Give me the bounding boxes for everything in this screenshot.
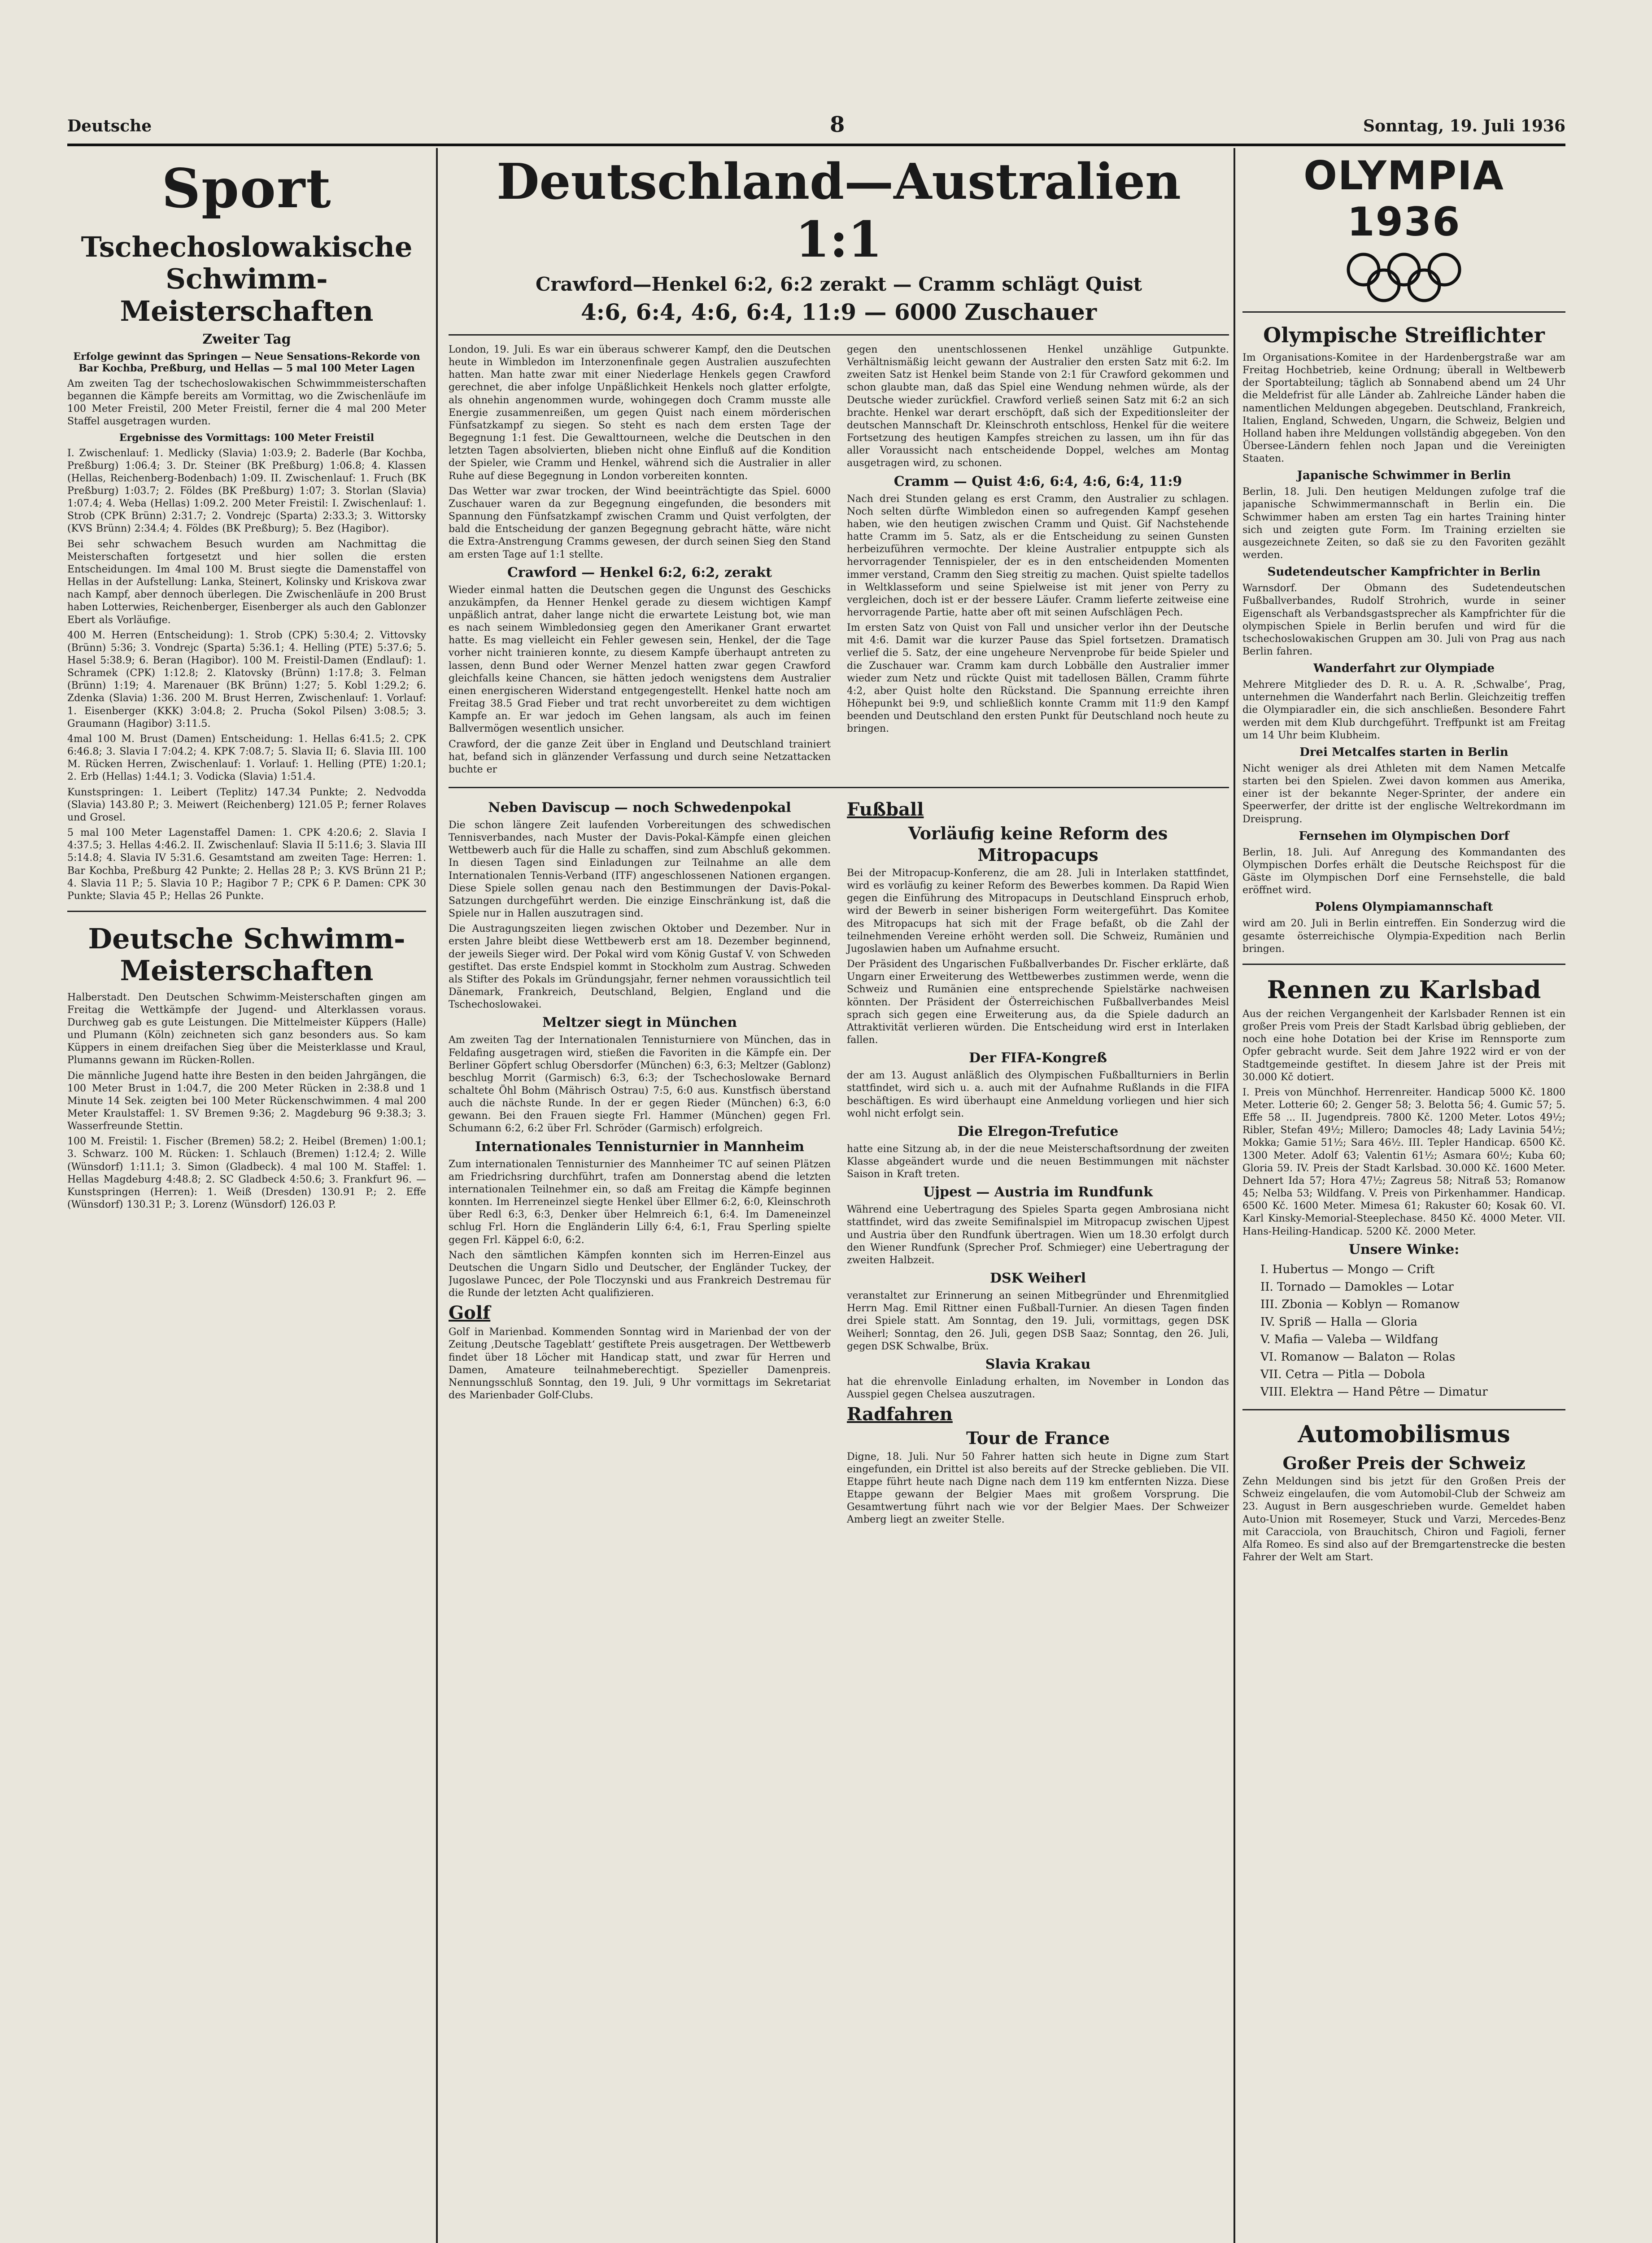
column-center	[449, 148, 1229, 2243]
subheadline-2: 4:6, 6:4, 4:6, 6:4, 11:9 — 6000 Zuschauer	[580, 298, 1097, 325]
article-paragraph: 100 M. Freistil: 1. Fischer (Bremen) 58.2; 2. Heibel (Bremen) 1:00.1; 3. Schwarz. 100 M. Rücken: 1. Schlauch (Bremen) 1:12.4; 2. Wille (Wünsdorf) 1:11.1; 3. Simon (Gladbeck). 4 mal 100 M. Staffel: 1. Hellas Magdeburg 4:48.8; 2. SC Gladbeck 4:50.6; 3. Frankfurt 96. — Kunstspringen (Herren): 1. Weiß (Dresden) 130.91 P.; 2. Effe (Wünsdorf) 130.31 P.; 3. Lorenz (Wünsdorf) 126.03 P.	[67, 1136, 426, 1211]
column-right	[1242, 148, 1565, 2243]
column-rule	[1234, 148, 1235, 2243]
page-number: 8	[830, 112, 845, 137]
tip-item: VII. Cetra — Pitla — Dobola	[1260, 1367, 1425, 1381]
article-paragraph: Aus der reichen Vergangenheit der Karlsbader Rennen ist ein großer Preis vom Preis der Stadt Karlsbad übrig geblieben, der noch eine hohe Dotation bei der Krise im Rennsporte zum Opfer gebracht wurde. Seit dem Jahre 1922 wird er von der Stadtgemeinde gestiftet. In diesem Jahre ist der Preis mit 30.000 Kč dotiert.	[1242, 1008, 1565, 1083]
section-radfahren: Radfahren	[847, 1404, 953, 1425]
subhead-slavia: Slavia Krakau	[985, 1356, 1091, 1372]
article-paragraph: Kunstspringen: 1. Leibert (Teplitz) 147.34 Punkte; 2. Nedvodda (Slavia) 143.80 P.; 3. Meiwert (Reichenberg) 121.05 P.; ferner Rolaves und Grosel.	[67, 786, 426, 823]
article-paragraph: I. Zwischenlauf: 1. Medlicky (Slavia) 1:03.9; 2. Baderle (Bar Kochba, Preßburg) 1:06.4; 3. Dr. Steiner (BK Preßburg) 1:06.8; 4. Klassen (Hellas, Reichenberg-Bodenbach) 1:09. II. Zwischenlauf: 1. Fruch (BK Preßburg) 1:03.7; 2. Földes (BK Preßburg) 1:07; 3. Storlan (Slavia) 1:07.4; 4. Weba (Hellas) 1:09.2. 200 Meter Freistil: I. Zwischenlauf: 1. Strob (CPK Brünn) 2:31.7; 2. Vondrejc (Sparta) 2:33.3; 3. Wittorsky (KVS Brünn) 2:34.4; 4. Földes (BK Preßburg); 5. Bez (Hagibor).	[67, 447, 426, 535]
subhead-ujpest: Ujpest — Austria im Rundfunk	[923, 1184, 1153, 1200]
article-paragraph: Berlin, 18. Juli. Auf Anregung des Kommandanten des Olympischen Dorfes erhält die Deutsche Reichspost für die Gäste im Olympischen Dorf eine Fernsehstelle, die bald eröffnet wird.	[1242, 847, 1565, 896]
subheadline-1: Crawford—Henkel 6:2, 6:2 zerakt — Cramm schlägt Quist	[536, 273, 1142, 295]
article-paragraph: gegen den unentschlossenen Henkel unzählige Gutpunkte. Verhältnismäßig leicht gewann der Australier den ersten Satz mit 6:2. Im zweiten Satz ist Henkel beim Stande von 2:1 für Crawford gekommen und schon glaubte man, daß das Spiel eine Wendung nehmen würde, als der Deutsche wieder zurückfiel. Crawford verließ seinen Satz mit 6:2 an sich brachte. Henkel war derart erschöpft, daß sich der Expeditionsleiter der deutschen Mannschaft Dr. Kleinschroth entschloss, Henkel für die weitere Fortsetzung des heutigen Kampfes streichen zu lassen, um ihn für das aller Voraussicht nach entscheidende Doppel, welches am Montag ausgetragen wird, zu schonen.	[847, 344, 1229, 469]
article-paragraph: Halberstadt. Den Deutschen Schwimm-Meisterschaften gingen am Freitag die Wettkämpfe der Jugend- und Alterklassen voraus. Durchweg gab es gute Leistungen. Die Mittelmeister Küppers (Halle) und Plumann (Köln) zeichneten sich ganz besonders aus. So kam Küppers in einem dreifachen Sieg über die Meisterklasse und Kraul, Plumanns gewann im Rücken-Rollen.	[67, 991, 426, 1066]
headline-streiflichter: Olympische Streiflichter	[1263, 323, 1545, 347]
article-paragraph: I. Preis von Münchhof. Herrenreiter. Handicap 5000 Kč. 1800 Meter. Lotterie 60; 2. Genger 58; 3. Belotta 56; 4. Gumic 57; 5. Effe 58 ... II. Jugendpreis. 7800 Kč. 1200 Meter. Lotos 49½; Ribler, Stefan 49½; Millero; Damocles 48; Lady Lavinia 54½; Mokka; Gamie 51½; Sara 46½. III. Tepler Handicap. 6500 Kč. 1300 Meter. Adolf 63; Valentin 61½; Asmara 60½; Kuba 60; Gloria 59. IV. Preis der Stadt Karlsbad. 30.000 Kč. 1600 Meter. Dehnert Ida 57; Hora 47½; Zagreus 58; Nitraß 53; Romanow 45; Nelba 53; Wildfang. V. Preis von Pirkenhammer. Handicap. 6500 Kč. 1600 Meter. Mimesa 61; Rakuster 60; Kosak 60. VI. Karl Kinsky-Memorial-Steeplechase. 8450 Kč. 4000 Meter. VII. Hans-Heiling-Handicap. 5200 Kč. 2000 Meter.	[1242, 1087, 1565, 1237]
section-fussball: Fußball	[847, 799, 924, 820]
subhead-elregon: Die Elregon-Trefutice	[957, 1123, 1119, 1139]
article-paragraph: 400 M. Herren (Entscheidung): 1. Strob (CPK) 5:30.4; 2. Vittovsky (Brünn) 5:36; 3. Vondrejc (Sparta) 5:36.1; 4. Helling (PTE) 5:37.6; 5. Hasel 5:38.9; 6. Beran (Hagibor). 100 M. Freistil-Damen (Endlauf): 1. Schramek (CPK) 1:12.8; 2. Klatovsky (Brünn) 1:17.8; 3. Felman (Brünn) 1:19; 4. Marenauer (BK Brünn) 1:27; 5. Kobl 1:29.2; 6. Zdenka (Slavia) 1:36. 200 M. Brust Herren, Zwischenlauf: 1. Vorlauf: 1. Eisenberger (KKK) 3:04.8; 2. Prucha (Sokol Pilsen) 3:08.5; 3. Graumann (Hagibor) 3:11.5.	[67, 629, 426, 729]
article-paragraph: Die schon längere Zeit laufenden Vorbereitungen des schwedischen Tennisverbandes, nach Muster der Davis-Pokal-Kämpfe einen gleichen Wettbewerb auch für die Halle zu schaffen, sind zum Abschluß gekommen. In diesen Tagen sind Einladungen zur Teilnahme an alle dem Internationalen Tennis-Verband (ITF) angeschlossenen Nationen ergangen. Diese Spiele sollen genau nach den Bestimmungen der Davis-Pokal-Satzungen durchgeführt werden. Die einzige Einschränkung ist, daß die Spiele nur in Hallen auszutragen sind.	[449, 820, 831, 920]
article-paragraph: Am zweiten Tag der Internationalen Tennisturniere von München, das in Feldafing ausgetragen wird, stießen die Favoriten in die Kämpfe ein. Der Berliner Göpfert schlug Obersdorfer (München) 6:3, 6:3; Meltzer (Gablonz) beschlug Morrit (Garmisch) 6:3, 6:3; der Tschechoslowake Bernard schaltete Öhl Bohm (Mährisch Ostrau) 7:5, 6:0 aus. Kunstfisch überstand auch die nächste Runde. In der er gegen Rieder (München) 6:3, 6:0 gewann. Bei den Frauen siegte Frl. Hammer (München) gegen Frl. Schumann 6:2, 6:2 über Frl. Schröder (Garmisch) erfolgreich.	[449, 1034, 831, 1135]
subhead-fernsehen: Fernsehen im Olympischen Dorf	[1299, 829, 1509, 843]
article-paragraph: Golf in Marienbad. Kommenden Sonntag wird in Marienbad der von der Zeitung ‚Deutsche Tageblatt‘ gestiftete Preis ausgetragen. Der Wettbewerb findet über 18 Löcher mit Handicap statt, und zwar für Herren und Damen, Amateure teilnahmeberechtigt. Spezieller Damenpreis. Nennungsschluß Sonntag, den 19. Juli, 9 Uhr vormittags im Sekretariat des Marienbader Golf-Clubs.	[449, 1327, 831, 1401]
article-paragraph: wird am 20. Juli in Berlin eintreffen. Ein Sonderzug wird die gesamte österreichische Olympia-Expedition nach Berlin bringen.	[1242, 918, 1565, 955]
headline-tschech: Tschechoslowakische Schwimm-Meisterschaften	[81, 231, 413, 327]
section-golf: Golf	[449, 1302, 491, 1324]
article-paragraph: Bei sehr schwachem Besuch wurden am Nachmittag die Meisterschaften fortgesetzt und hier sollen die ersten Entscheidungen. Im 4mal 100 M. Brust siegte die Damenstaffel von Hellas in der Aufstellung: Lanka, Steinert, Kolinsky und Kriskova zwar nach Kampf, aber dennoch überlegen. Die Zwischenläufe in 200 Brust haben Lotterwies, Reichenberger, Eisenberger als auch den Gablonzer Ebert als Vorläufige.	[67, 538, 426, 626]
article-paragraph: Mehrere Mitglieder des D. R. u. A. R. ‚Schwalbe‘, Prag, unternehmen die Wanderfahrt nach Berlin. Gleichzeitig treffen die Olympiaradler ein, die sich anschließen. Besondere Fahrt werden mit dem Klub durchgeführt. Treffpunkt ist am Freitag um 14 Uhr beim Klubheim.	[1242, 679, 1565, 741]
article-paragraph: Nach drei Stunden gelang es erst Cramm, den Australier zu schlagen. Noch selten dürfte Wimbledon einen so aufregenden Kampf gesehen haben, wie den heutigen zwischen Cramm und Quist. Gif Nachstehende hatte Cramm im 5. Satz, als er die Entscheidung zu seinen Gunsten herbeizuführen vermochte. Der kleine Australier entpuppte sich als hervorragender Tennispieler, der es in den entscheidenden Momenten immer verstand, Cramm den Sieg streitig zu machen. Quist spielte tadellos in Weltklasseform und seine Spielweise ist mit jener von Perry zu vergleichen, doch ist er der bessere Läufer. Cramm lieferte zeitweise eine hervorragende Partie, hatte aber oft mit seinen Aufschlägen Pech.	[847, 493, 1229, 618]
divider	[449, 787, 1229, 788]
divider	[1242, 964, 1565, 965]
subhead-davis: Neben Daviscup — noch Schwedenpokal	[488, 800, 791, 816]
tip-item: VIII. Elektra — Hand Pêtre — Dimatur	[1260, 1385, 1488, 1399]
masthead-paper-name: Deutsche	[67, 117, 152, 135]
divider	[449, 334, 1229, 336]
subhead-preis-schweiz: Großer Preis der Schweiz	[1282, 1453, 1526, 1473]
subhead-dsk: DSK Weiherl	[989, 1270, 1086, 1287]
subhead-winke: Unsere Winke:	[1348, 1241, 1460, 1257]
article-paragraph: Warnsdorf. Der Obmann des Sudetendeutschen Fußballverbandes, Rudolf Strohrich, wurde in seiner Eigenschaft als Verbandsgastsprecher als Kampfrichter für die olympischen Spiele in Berlin berufen und wird für die tschechoslowakischen Gruppen am 30. Juli von Prag aus nach Berlin fahren.	[1242, 583, 1565, 658]
article-paragraph: Bei der Mitropacup-Konferenz, die am 28. Juli in Interlaken stattfindet, wird es vorläufig zu keiner Reform des Bewerbes kommen. Da Rapid Wien gegen die Einführung des Mitropacups in Deutschland Einspruch erhob, wird der Bewerb in seiner bisherigen Form weitergeführt. Das Komitee des Mitropacups hat sich mit der Frage befaßt, ob die Zahl der teilnehmenden Vereine erhöht werden soll. Die Schweiz, Rumänien und Jugoslawien haben um Aufnahme ersucht.	[847, 868, 1229, 955]
article-paragraph: Am zweiten Tag der tschechoslowakischen Schwimmmeisterschaften begannen die Kämpfe bereits am Vormittag, wo die Zwischenläufe im 100 Meter Freistil, 200 Meter Freistil, ferner die 4 mal 200 Meter Staffel ausgetragen wurden.	[67, 378, 426, 428]
lower-right	[847, 796, 1229, 1529]
column-left	[67, 148, 426, 2243]
article-paragraph: Wieder einmal hatten die Deutschen gegen die Ungunst des Geschicks anzukämpfen, da Henner Henkel gerade zu diesem wichtigen Kampf unpäßlich antrat, daher lange nicht die erwartete Leistung bot, wie man es nach seinem Wimbledonsieg gegen den Amerikaner Grant erwartet hatte. Es mag vielleicht ein Fehler gewesen sein, Henkel, der die Tage vorher nicht trainieren konnte, zu diesem Kampfe überhaupt antreten zu lassen, denn Bund oder Werner Menzel hatten zwar gegen Crawford gleichfalls keine Chancen, sie hätten jedoch wenigstens dem Australier einen energischeren Widerstand entgegengestellt. Henkel hatte noch am Freitag 38.5 Grad Fieber und trat recht unvorbereitet zu dem wichtigen Kampfe an. Er war jedoch im Gehen langsam, als auch im feinen Ballvermögen wesentlich unsicher.	[449, 584, 831, 735]
subhead-metcalfe: Drei Metcalfes starten in Berlin	[1299, 745, 1508, 759]
tip-item: III. Zbonia — Koblyn — Romanow	[1260, 1297, 1460, 1311]
subhead-meltzer: Meltzer siegt in München	[542, 1015, 737, 1031]
section-title-sport: Sport	[161, 157, 332, 220]
article-paragraph: Zehn Meldungen sind bis jetzt für den Großen Preis der Schweiz eingelaufen, die vom Automobil-Club der Schweiz am 23. August in Bern ausgeschrieben wurde. Gemeldet haben Auto-Union mit Rosemeyer, Stuck und Varzi, Mercedes-Benz mit Caracciola, von Brauchitsch, Chiron und Fagioli, ferner Alfa Romeo. Es sind also auf der Bremgartenstrecke die besten Fahrer der Welt am Start.	[1242, 1476, 1565, 1563]
divider	[1242, 1409, 1565, 1410]
subhead-polen: Polens Olympiamannschaft	[1315, 900, 1493, 914]
divider	[1242, 311, 1565, 313]
subhead-tour: Tour de France	[966, 1428, 1110, 1449]
article-paragraph: Der Präsident des Ungarischen Fußballverbandes Dr. Fischer erklärte, daß Ungarn einer Erweiterung des Wettbewerbes zustimmen werde, wenn die Schweiz und Rumänien eine entsprechende Spielstärke nachweisen könnten. Der Präsident der Österreichischen Fußballverbandes Meisl sprach sich gegen eine Erweiterung aus, da die Spiele dadurch an Attraktivität verlieren würden. Die Entscheidung wird erst in Interlaken fallen.	[847, 959, 1229, 1046]
article-paragraph: Das Wetter war zwar trocken, der Wind beeinträchtigte das Spiel. 6000 Zuschauer waren da zur Begegnung eingefunden, die besonders mit Spannung den Fünfsatzkampf zwischen Cramm und Quist verfolgten, der bald die Entscheidung der ganzen Begegnung gebracht hätte, wäre nicht die Extra-Anstrengung Cramms gewesen, der durch seinen Sieg den Stand am ersten Tage auf 1:1 stellte.	[449, 485, 831, 560]
subhead-sudeten: Sudetendeutscher Kampfrichter in Berlin	[1267, 565, 1541, 579]
article-paragraph: Nicht weniger als drei Athleten mit dem Namen Metcalfe starten bei den Spielen. Zwei davon kommen aus Amerika, einer ist der bekannte Neger-Sprinter, der andere ein Speerwerfer, der dritte ist der englische Weltrekordmann im Dreisprung.	[1242, 763, 1565, 825]
subhead-fifa: Der FIFA-Kongreß	[969, 1050, 1107, 1066]
article-paragraph: Im ersten Satz von Quist von Fall und unsicher verlor ihn der Deutsche mit 4:6. Damit war die kurzer Pause das Spiel fortsetzen. Dramatisch verlief die 5. Satz, der eine ungeheure Nervenprobe für beide Spieler und die Zuschauer war. Cramm kam durch Lobbälle den Australier immer wieder zum Netz und rückte Quist mit tadellosen Bällen, Cramm führte 4:2, aber Quist holte den Rückstand. Die Spannung erreichte ihren Höhepunkt bei 9:9, und schließlich konnte Cramm mit 11:9 den Kampf beenden und Deutschland den ersten Punkt für Deutschland noch heute zu bringen.	[847, 622, 1229, 735]
subhead-mannheim: Internationales Tennisturnier in Mannheim	[475, 1139, 805, 1155]
article-paragraph: Berlin, 18. Juli. Den heutigen Meldungen zufolge traf die japanische Schwimmermannschaft in Berlin ein. Die Schwimmer haben am ersten Tag ein hartes Training hinter sich und zeigten gute Form. Im Training erzielten sie ausgezeichnete Zeiten, so daß sie zu den Favoriten gezählt werden.	[1242, 486, 1565, 561]
article-paragraph: Digne, 18. Juli. Nur 50 Fahrer hatten sich heute in Digne zum Start eingefunden, ein Drittel ist also bereits auf der Strecke geblieben. Die VII. Etappe führt heute nach Digne nach dem 119 km entfernten Nizza. Diese Etappe gewann der Belgier Maes mit großem Vorsprung. Die Gesamtwertung führt nach wie vor der Belgier Maes. Der Schweizer Amberg liegt an zweiter Stelle.	[847, 1451, 1229, 1526]
article-left	[449, 344, 831, 779]
article-right	[847, 344, 1229, 779]
subhead-records: Erfolge gewinnt das Springen — Neue Sensations-Rekorde von Bar Kochba, Preßburg, und Hellas — 5 mal 100 Meter Lagen	[73, 350, 420, 374]
subhead-crawford: Crawford — Henkel 6:2, 6:2, zerakt	[507, 564, 772, 580]
headline-automobilismus: Automobilismus	[1298, 1420, 1510, 1448]
article-paragraph: Zum internationalen Tennisturnier des Mannheimer TC auf seinen Plätzen am Friedrichsring durchführt, trafen am Donnerstag abend die letzten internationalen Teilnehmer ein, so daß am Freitag die Kämpfe beginnen konnten. Im Herreneinzel siegte Henkel über Ellmer 6:2, 6:0, Kleinschroth über Redl 6:3, 6:3, Denker über Helmreich 6:1, 6:4. Im Dameneinzel schlug Frl. Horn die Engländerin Lilly 6:4, 6:1, Frau Sperling spielte gegen Frl. Käppel 6:0, 6:2.	[449, 1158, 831, 1246]
masthead	[67, 108, 1565, 146]
subhead-day: Zweiter Tag	[202, 331, 291, 347]
subhead-mitropa: Vorläufig keine Reform des Mitropacups	[908, 823, 1168, 865]
lower-left	[449, 796, 831, 1529]
divider	[67, 911, 426, 912]
article-paragraph: hatte eine Sitzung ab, in der die neue Meisterschaftsordnung der zweiten Klasse abgeändert wurde und die neuen Bestimmungen mit nächster Saison in Kraft treten.	[847, 1143, 1229, 1180]
headline-deutsche-schwimm: Deutsche Schwimm-Meisterschaften	[88, 922, 405, 987]
article-paragraph: Die Austragungszeiten liegen zwischen Oktober und Dezember. Nur in ersten Jahre bleibt diese Wettbewerb erst am 18. Dezember beginnend, der jeweils Sieger wird. Der Pokal wird vom König Gustaf V. von Schweden gestiftet. Das erste Endspiel kommt in Stockholm zum Austrag. Schweden als Stifter des Pokals im Gründungsjahr, ferner nehmen voraussichtlich teil Dänemark, Frankreich, Deutschland, Belgien, England und die Tschechoslowakei.	[449, 923, 831, 1011]
tips-list	[1242, 1261, 1565, 1401]
article-paragraph: Die männliche Jugend hatte ihre Besten in den beiden Jahrgängen, die 100 Meter Brust in 1:04.7, die 200 Meter Rücken in 2:38.8 und 1 Minute 14 Sek. zeigten bei 100 Meter Rückenschwimmen. 4 mal 200 Meter Kraulstaffel: 1. SV Bremen 9:36; 2. Magdeburg 96 9:38.3; 3. Wasserfreunde Stettin.	[67, 1070, 426, 1132]
article-paragraph: 5 mal 100 Meter Lagenstaffel Damen: 1. CPK 4:20.6; 2. Slavia I 4:37.5; 3. Hellas 4:46.2. II. Zwischenlauf: Slavia II 5:11.6; 3. Slavia III 5:14.8; 4. Slavia IV 5:31.6. Gesamtstand am zweiten Tage: Herren: 1. Bar Kochba, Preßburg 42 Punkte; 2. Hellas 28 P.; 3. KVS Brünn 21 P.; 4. Slavia 11 P.; 5. Slavia 10 P.; Hagibor 7 P.; CPK 6 P. Damen: CPK 30 Punkte; Slavia 45 P.; Hellas 26 Punkte.	[67, 827, 426, 902]
tip-item: II. Tornado — Damokles — Lotar	[1260, 1280, 1454, 1294]
article-paragraph: Crawford, der die ganze Zeit über in England und Deutschland trainiert hat, befand sich in glänzender Verfassung und durch seine Netzattacken buchte er	[449, 738, 831, 775]
subhead-wander: Wanderfahrt zur Olympiade	[1313, 662, 1495, 676]
article-paragraph: hat die ehrenvolle Einladung erhalten, im November in London das Ausspiel gegen Chelsea auszutragen.	[847, 1376, 1229, 1400]
article-paragraph: Nach den sämtlichen Kämpfen konnten sich im Herren-Einzel aus Deutschen die Ungarn Sidlo und Deutscher, der Engländer Tuckey, der Jugoslawe Puncec, der Pole Tloczynski und aus Frankreich Destremau für die Runde der letzten Acht qualifizieren.	[449, 1249, 831, 1299]
headline-rennen: Rennen zu Karlsbad	[1267, 975, 1541, 1004]
article-two-columns	[449, 344, 1229, 779]
results-heading: Ergebnisse des Vormittags: 100 Meter Freistil	[119, 432, 375, 444]
tip-item: IV. Spriß — Halla — Gloria	[1260, 1315, 1417, 1329]
olympic-rings-icon	[1242, 249, 1565, 303]
article-paragraph: Im Organisations-Komitee in der Hardenbergstraße war am Freitag Hochbetrieb, keine Ordnung; überall in Weltbewerb der Sportabteilung; täglich ab Sonnabend abend um 24 Uhr die Meldefrist für alle Länder ab. Zahlreiche Länder haben die namentlichen Meldungen abgegeben. Deutschland, Frankreich, Italien, England, Schweden, Ungarn, die Schweiz, Belgien und Holland haben ihre Meldungen vollständig abgegeben. Von den Übersee-Ländern fehlen noch Japan und die Vereinigten Staaten.	[1242, 352, 1565, 465]
article-paragraph: Während eine Uebertragung des Spieles Sparta gegen Ambrosiana nicht stattfindet, wird das zweite Semifinalspiel im Mitropacup zwischen Ujpest und Austria über den Rundfunk übertragen. Wien um 18.30 erfolgt durch den Wiener Rundfunk (Sprecher Prof. Schmieger) eine Uebertragung der zweiten Halbzeit.	[847, 1204, 1229, 1266]
subhead-cramm: Cramm — Quist 4:6, 6:4, 4:6, 6:4, 11:9	[894, 473, 1182, 489]
olympia-banner: OLYMPIA 1936	[1303, 153, 1504, 245]
article-paragraph: 4mal 100 M. Brust (Damen) Entscheidung: 1. Hellas 6:41.5; 2. CPK 6:46.8; 3. Slavia I 7:04.2; 4. KPK 7:08.7; 5. Slavia II; 6. Slavia III. 100 M. Rücken Herren, Zwischenlauf: 1. Vorlauf: 1. Helling (PTE) 1:20.1; 2. Erb (Hellas) 1:44.1; 3. Vodicka (Slavia) 1:51.4.	[67, 733, 426, 783]
article-paragraph: London, 19. Juli. Es war ein überaus schwerer Kampf, den die Deutschen heute in Wimbledon im Interzonenfinale gegen Australien auszufechten hatten. Man hatte zwar mit einer Niederlage Henkels gegen Crawford gerechnet, die aber infolge Unpäßlichkeit Henkels noch glatter erfolgte, als ohnehin angenommen wurde, wohingegen doch Cramm musste alle Energie zusammenreißen, um gegen Quist nach einem mörderischen Fünfsatzkampf zu siegen. So steht es nach dem ersten Tage der Begegnung 1:1 fest. Die Gewalttourneen, welche die Deutschen in den letzten Tagen absolvierten, blieben nicht ohne Einfluß auf die Kondition der Spieler, wie Cramm und Henkel, während sich die Australier in aller Ruhe auf diese Begegnung in London vorbereiten konnten.	[449, 344, 831, 482]
subhead-japan: Japanische Schwimmer in Berlin	[1297, 469, 1511, 483]
tip-item: VI. Romanow — Balaton — Rolas	[1260, 1350, 1456, 1364]
masthead-date: Sonntag, 19. Juli 1936	[1363, 117, 1565, 135]
column-rule	[436, 148, 438, 2243]
article-paragraph: veranstaltet zur Erinnerung an seinen Mitbegründer und Ehrenmitglied Herrn Mag. Emil Rittner einen Fußball-Turnier. An diesen Tagen finden drei Spiele statt. Am Sonntag, den 19. Juli, vormittags, gegen DSK Weiherl; Sonntag, den 26. Juli, gegen DSB Saaz; Sonntag, den 26. Juli, gegen DSK Schwalbe, Brüx.	[847, 1290, 1229, 1352]
tip-item: I. Hubertus — Mongo — Crift	[1260, 1262, 1435, 1276]
headline-main: Deutschland—Australien 1:1	[497, 153, 1181, 268]
article-paragraph: der am 13. August anläßlich des Olympischen Fußballturniers in Berlin stattfindet, wird sich u. a. auch mit der Aufnahme Rußlands in die FIFA beschäftigen. Es wird überhaupt eine Anmeldung vorliegen und hier sich wohl nicht erfolgt sein.	[847, 1070, 1229, 1119]
tip-item: V. Mafia — Valeba — Wildfang	[1260, 1332, 1438, 1346]
lower-two-columns	[449, 796, 1229, 1529]
